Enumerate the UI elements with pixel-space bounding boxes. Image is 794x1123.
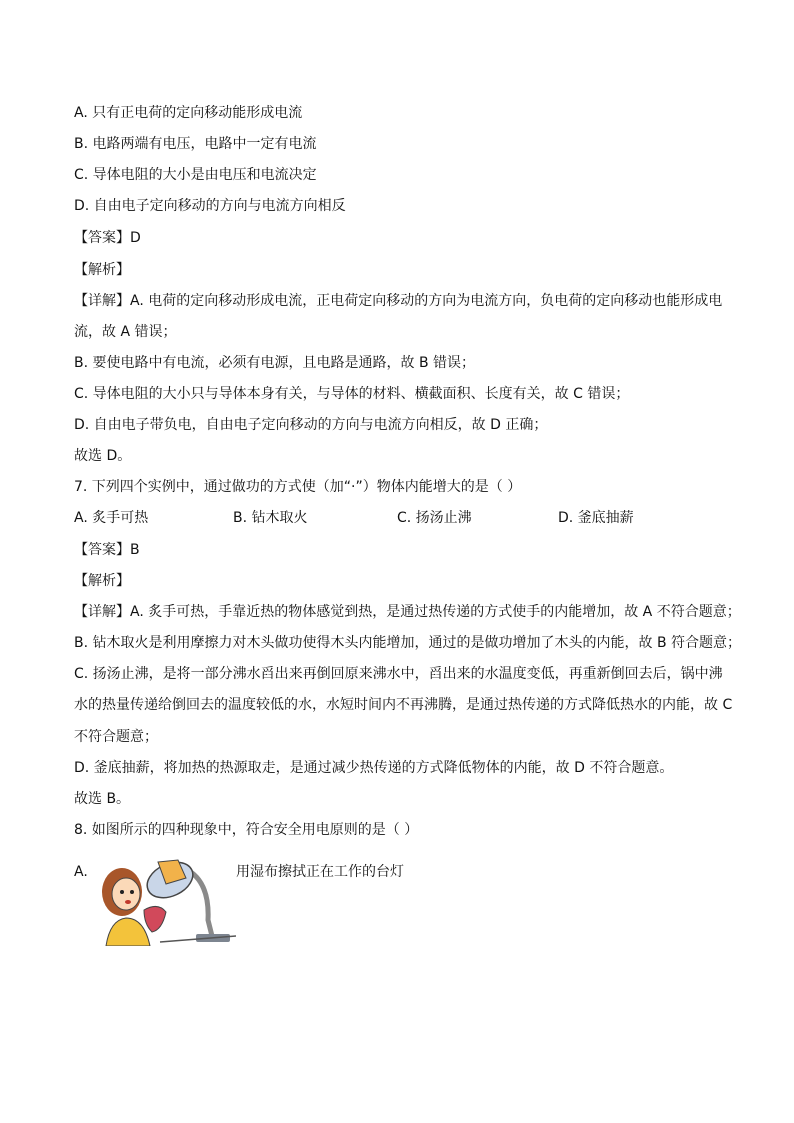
q6-option-a: A. 只有正电荷的定向移动能形成电流 — [74, 105, 303, 121]
q7-answer: 【答案】B — [74, 542, 140, 558]
q6-option-b: B. 电路两端有电压，电路中一定有电流 — [74, 136, 317, 152]
q6-option-c: C. 导体电阻的大小是由电压和电流决定 — [74, 167, 317, 183]
q7-detail-1: 【详解】A. 炙手可热，手靠近热的物体感觉到热，是通过热传递的方式使手的内能增加，故 A 不符合题意； — [74, 604, 741, 620]
q7-detail-4: D. 釜底抽薪，将加热的热源取走，是通过减少热传递的方式降低物体的内能，故 D 不符合题意。 — [74, 760, 674, 776]
q7-conclusion: 故选 B。 — [74, 791, 131, 807]
wiping-lamp-illustration — [100, 850, 236, 946]
q8-stem: 8. 如图所示的四种现象中，符合安全用电原则的是（ ） — [74, 822, 419, 838]
q6-detail-1b: 流，故 A 错误； — [74, 324, 177, 340]
q6-detail-4: D. 自由电子带负电，自由电子定向移动的方向与电流方向相反，故 D 正确； — [74, 417, 548, 433]
q6-answer: 【答案】D — [74, 230, 141, 246]
q7-detail-3b: 水的热量传递给倒回去的温度较低的水，水短时间内不再沸腾，是通过热传递的方式降低热水的内能，故 C — [74, 697, 733, 713]
q7-option-d: D. 釜底抽薪 — [558, 510, 634, 526]
q6-detail-2: B. 要使电路中有电流，必须有电源，且电路是通路，故 B 错误； — [74, 355, 476, 371]
q7-stem: 7. 下列四个实例中，通过做功的方式使（加“·”）物体内能增大的是（ ） — [74, 479, 522, 495]
q7-analysis-label: 【解析】 — [74, 573, 130, 589]
q6-analysis-label: 【解析】 — [74, 262, 130, 278]
q7-detail-3a: C. 扬汤止沸，是将一部分沸水舀出来再倒回原来沸水中，舀出来的水温度变低，再重新倒回去后，锅中沸 — [74, 666, 723, 682]
q7-option-c: C. 扬汤止沸 — [397, 510, 472, 526]
q6-option-d: D. 自由电子定向移动的方向与电流方向相反 — [74, 198, 346, 214]
q8-option-a-letter: A. — [74, 864, 88, 880]
q7-option-b: B. 钻木取火 — [233, 510, 308, 526]
q7-option-a: A. 炙手可热 — [74, 510, 149, 526]
q6-detail-1a: 【详解】A. 电荷的定向移动形成电流，正电荷定向移动的方向为电流方向，负电荷的定向移动也能形成电 — [74, 293, 723, 309]
q7-detail-2: B. 钻木取火是利用摩擦力对木头做功使得木头内能增加，通过的是做功增加了木头的内能，故 B 符合题意； — [74, 635, 742, 651]
q8-option-a-text: 用湿布擦拭正在工作的台灯 — [236, 864, 404, 880]
q6-detail-3: C. 导体电阻的大小只与导体本身有关，与导体的材料、横截面积、长度有关，故 C 错误； — [74, 386, 630, 402]
q6-conclusion: 故选 D。 — [74, 448, 132, 464]
q7-detail-3c: 不符合题意； — [74, 729, 158, 745]
